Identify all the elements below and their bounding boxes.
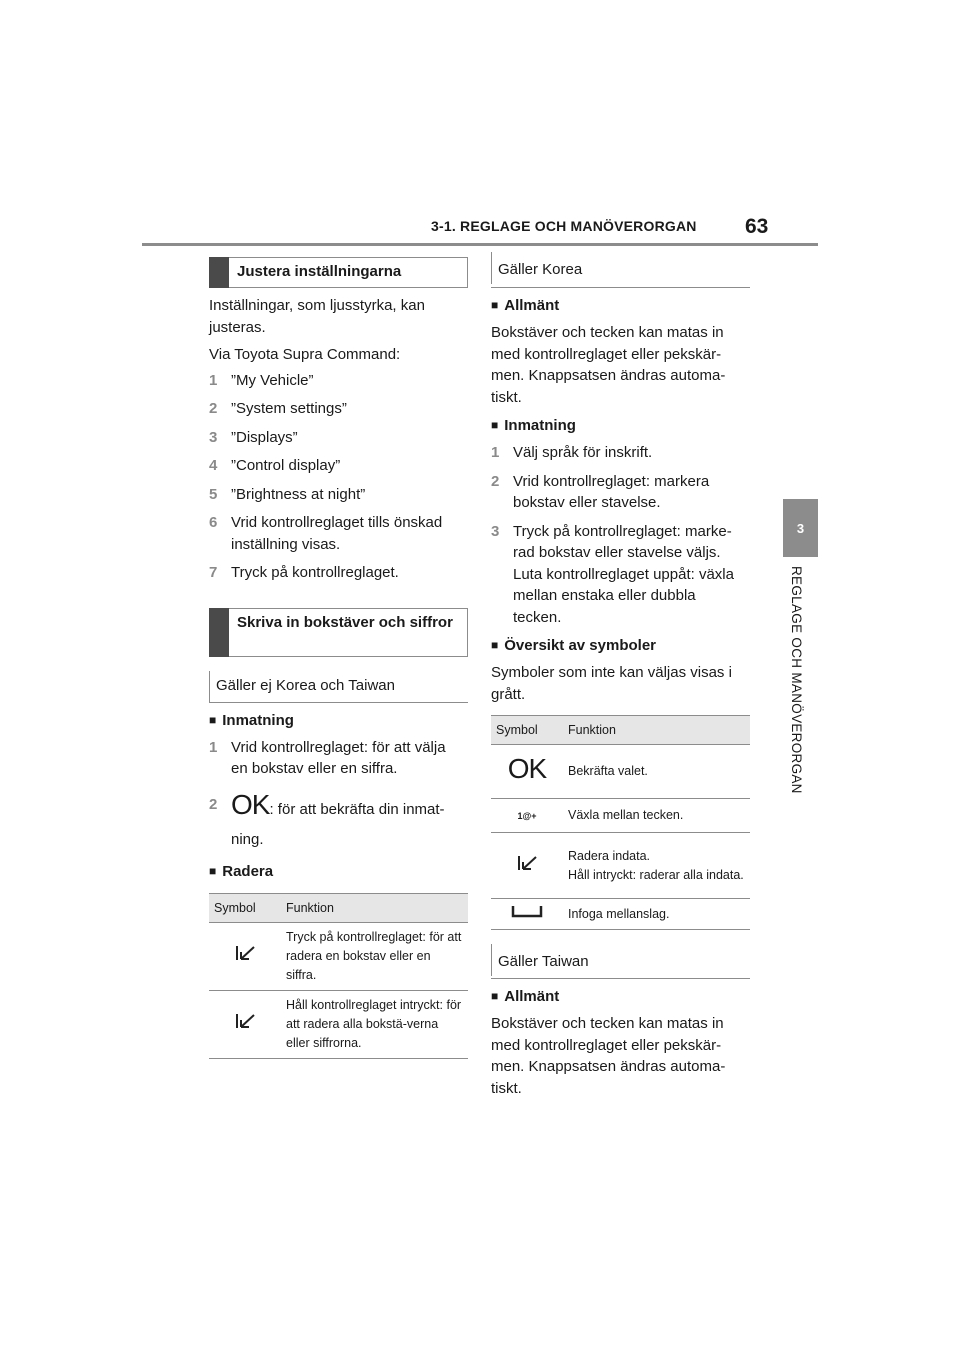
right-column xyxy=(491,252,750,1099)
row-text: Växla mellan tecken. xyxy=(563,799,750,833)
taiwan-general-heading: ■ Allmänt xyxy=(491,986,750,1008)
input-heading: ■ Inmatning xyxy=(209,710,468,732)
col-symbol: Symbol xyxy=(491,716,563,745)
write-step-2: 2 OK: för att bekräfta din inmat-ning. xyxy=(209,788,445,848)
general-heading: ■ Allmänt xyxy=(491,295,750,317)
left-column xyxy=(209,257,468,1059)
korea-steps xyxy=(491,442,750,628)
step-1: 1 ”My Vehicle” xyxy=(209,371,314,389)
korea-symbol-table xyxy=(491,715,750,930)
col-function: Funktion xyxy=(563,716,750,745)
step-4: 4 ”Control display” xyxy=(209,457,341,474)
adjust-via: Via Toyota Supra Command: xyxy=(209,346,401,363)
step-3: 3 ”Displays” xyxy=(209,428,298,446)
ok-icon: OK xyxy=(507,753,547,784)
taiwan-general-text: Bokstäver och tecken kan matas in med kontrollreglaget eller pekskär-men. Knappsatsen ändras automa-tiskt. xyxy=(491,1015,726,1097)
delete-symbol-table xyxy=(209,893,468,1059)
note-taiwan: Gäller Taiwan xyxy=(491,944,750,979)
table-row xyxy=(491,899,750,930)
step-6: 6 Vrid kontrollreglaget tills önskad inställning visas. xyxy=(209,514,443,553)
table-row xyxy=(491,833,750,899)
row-text: Håll kontrollreglaget intryckt: för att radera alla bokstä-verna eller siffrorna. xyxy=(281,990,468,1058)
symbols-heading: ■ Översikt av symboler xyxy=(491,635,750,657)
adjust-steps xyxy=(209,370,468,584)
backspace-icon xyxy=(516,854,538,872)
korea-step-2: 2 Vrid kontrollreglaget: markera bokstav eller stavelse. xyxy=(491,472,710,511)
korea-step-3: 3 Tryck på kontrollreglaget: marke-rad bokstav eller stavelse väljs. Luta kontrollreglaget uppåt: växla mellan enstaka eller dubbla tecken. xyxy=(491,522,734,626)
space-icon xyxy=(511,904,543,918)
note-korea: Gäller Korea xyxy=(491,252,750,288)
korea-step-1: 1 Välj språk för inskrift. xyxy=(491,444,653,461)
row-text: Infoga mellanslag. xyxy=(563,899,750,930)
chapter-side-label: REGLAGE OCH MANÖVERORGAN xyxy=(789,566,804,794)
row-text: Radera indata. Håll intryckt: raderar alla indata. xyxy=(563,833,750,899)
step-5: 5 ”Brightness at night” xyxy=(209,485,366,503)
write-step-1: 1 Vrid kontrollreglaget: för att välja en bokstav eller en siffra. xyxy=(209,738,446,777)
row-text: Bekräfta valet. xyxy=(563,745,750,799)
page-number: 63 xyxy=(745,215,769,238)
switch-characters-icon: 1@+ xyxy=(517,810,537,821)
backspace-icon xyxy=(234,944,256,962)
table-row xyxy=(491,799,750,833)
symbols-text: Symboler som inte kan väljas visas i grått. xyxy=(491,664,732,703)
general-text: Bokstäver och tecken kan matas in med kontrollreglaget eller pekskär-men. Knappsatsen ändras automa-tiskt. xyxy=(491,324,726,406)
chapter-tab: 3 xyxy=(783,499,818,557)
delete-heading: ■ Radera xyxy=(209,861,468,883)
ok-icon: OK xyxy=(231,788,270,820)
step-2: 2 ”System settings” xyxy=(209,400,347,417)
row-text: Tryck på kontrollreglaget: för att radera en bokstav eller en siffra. xyxy=(281,922,468,990)
table-row xyxy=(209,990,468,1058)
write-heading: Skriva in bokstäver och siffror xyxy=(209,608,468,657)
adjust-intro: Inställningar, som ljusstyrka, kan justeras. xyxy=(209,297,425,336)
step-7: 7 Tryck på kontrollreglaget. xyxy=(209,564,399,581)
backspace-icon xyxy=(234,1012,256,1030)
col-symbol: Symbol xyxy=(209,893,281,922)
table-row xyxy=(491,745,750,799)
korea-input-heading: ■ Inmatning xyxy=(491,415,750,437)
col-function: Funktion xyxy=(281,893,468,922)
note-not-korea-taiwan: Gäller ej Korea och Taiwan xyxy=(209,671,468,703)
header-rule xyxy=(142,243,818,246)
table-row xyxy=(209,922,468,990)
section-title: 3-1. REGLAGE OCH MANÖVERORGAN xyxy=(431,218,697,234)
adjust-settings-heading: Justera inställningarna xyxy=(209,257,468,288)
